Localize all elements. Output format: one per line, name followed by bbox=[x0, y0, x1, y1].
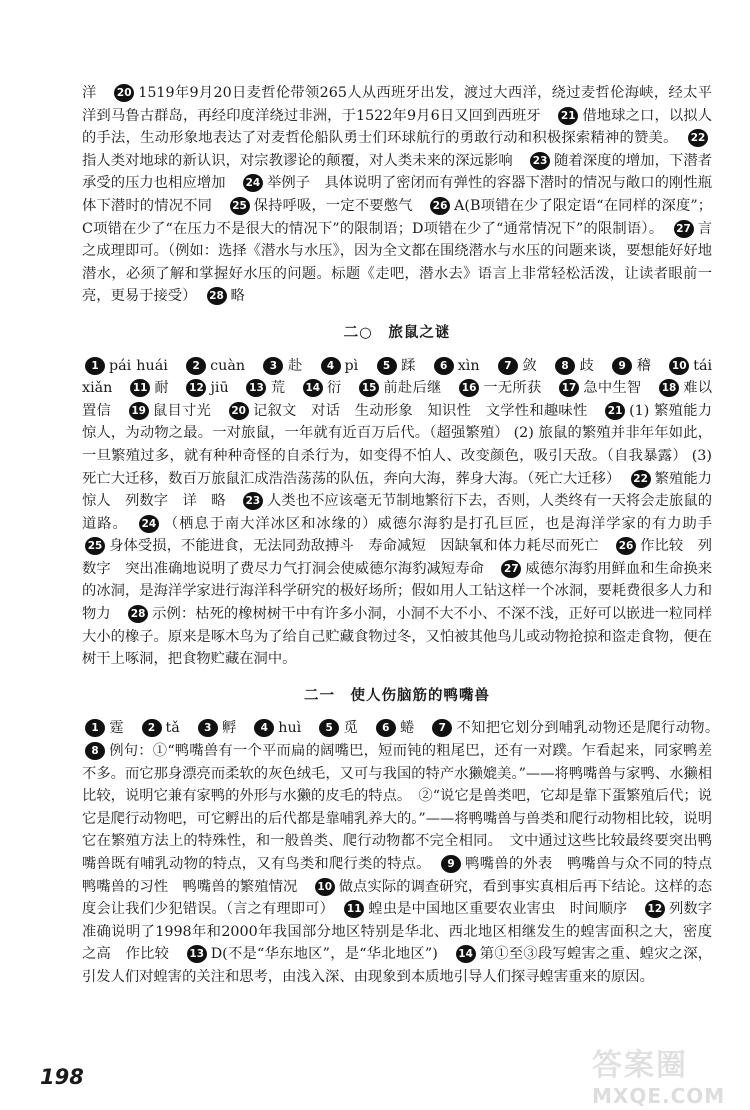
answer-item bbox=[82, 358, 183, 374]
answer-item bbox=[251, 720, 316, 736]
answer-text: 1519年9月20日麦哲伦带领265人从西班牙出发，渡过大西洋，绕过麦哲伦海峡，经太平洋到马鲁古群岛，再经印度洋绕过非洲，于1522年9月6日又回到西班牙 bbox=[82, 85, 713, 124]
question-number-badge: 13 bbox=[246, 379, 266, 397]
answer-item bbox=[82, 743, 712, 872]
question-number-badge: 20 bbox=[114, 84, 134, 102]
answer-item bbox=[431, 358, 495, 374]
question-number-badge: 5 bbox=[319, 719, 339, 737]
question-number-badge: 24 bbox=[139, 515, 159, 533]
answer-text: 赴 bbox=[287, 357, 303, 374]
answer-text: 衍 bbox=[326, 380, 342, 397]
question-number-badge: 17 bbox=[559, 379, 579, 397]
question-number-badge: 11 bbox=[130, 379, 150, 397]
answer-text: 威德尔海豹用鲜血和生命换来的冰洞，是海洋学家进行海洋科学研究的极好场所；假如用人工钻这样一个冰洞，要耗费很多人力和物力 bbox=[82, 560, 713, 623]
answer-text: 鸭嘴兽的外表 鸭嘴兽与众不同的特点 鸭嘴兽的习性 鸭嘴兽的繁殖情况 bbox=[82, 856, 727, 895]
question-number-badge: 9 bbox=[441, 855, 461, 873]
question-number-badge: 12 bbox=[186, 379, 206, 397]
question-number-badge: 3 bbox=[198, 719, 218, 737]
answer-text: 第①至③段写蝗害之重、蝗灾之深，引发人们对蝗害的关注和思考，由浅入深、由现象到本质地引导人们探寻蝗害重来的原因。 bbox=[82, 946, 713, 985]
question-number-badge: 2 bbox=[186, 357, 206, 375]
answer-item bbox=[127, 380, 183, 396]
answer-text: 略 bbox=[230, 288, 245, 305]
answer-text: 人类也不应该毫无节制地繁衍下去，否则，人类终有一天将会走旅鼠的道路。 bbox=[82, 493, 713, 532]
answer-text: 随着深度的增加，下潜者承受的压力也相应增加 bbox=[82, 152, 713, 192]
answer-text: 一无所获 bbox=[483, 380, 542, 397]
answer-text: huì bbox=[278, 720, 302, 737]
answer-text: 保持呼吸，一定不要憋气 bbox=[253, 197, 413, 214]
answer-text: (1) 繁殖能力惊人，为动物之最。一对旅鼠，一年就有近百万后代。（超强繁殖） (2) 旅鼠的繁殖并非年年如此，一旦繁殖过多，就有种种奇怪的自杀行为，如变得不怕人、改变颜色，吸引天敌。（自我暴露） (3) 死亡大迁移，数百万旅鼠汇成浩浩荡荡的队伍，奔向大海，葬身大海。（死亡大迁移） bbox=[82, 402, 713, 487]
answer-item bbox=[373, 720, 430, 736]
answer-text: 洋 bbox=[82, 85, 97, 101]
question-number-badge: 8 bbox=[555, 357, 575, 375]
answer-text: cuàn bbox=[210, 357, 246, 374]
question-number-badge: 2 bbox=[142, 719, 162, 737]
question-number-badge: 26 bbox=[616, 537, 636, 555]
question-number-badge: 21 bbox=[605, 402, 625, 420]
question-number-badge: 27 bbox=[674, 220, 694, 238]
question-number-badge: 20 bbox=[229, 402, 249, 420]
answer-item bbox=[429, 720, 726, 736]
answer-item bbox=[82, 606, 712, 667]
answer-text: 霆 bbox=[109, 720, 124, 737]
question-number-badge: 7 bbox=[432, 719, 452, 737]
answer-item bbox=[316, 720, 373, 736]
answer-text: pái huái bbox=[109, 357, 168, 374]
question-number-badge: 22 bbox=[631, 470, 651, 488]
answer-text: 繁殖能力惊人 列数字 详 略 bbox=[82, 470, 713, 510]
answer-item bbox=[552, 358, 609, 374]
section-heading-20: 二○ 旅鼠之谜 bbox=[343, 324, 451, 341]
answer-item bbox=[556, 380, 656, 396]
question-number-badge: 8 bbox=[85, 742, 105, 760]
question-number-badge: 10 bbox=[669, 357, 689, 375]
answer-item bbox=[204, 288, 260, 304]
answers-top bbox=[82, 82, 712, 308]
answer-item bbox=[260, 358, 317, 374]
question-number-badge: 12 bbox=[645, 900, 665, 918]
question-number-badge: 19 bbox=[129, 402, 149, 420]
question-number-badge: 14 bbox=[303, 379, 323, 397]
answer-item bbox=[300, 380, 356, 396]
answer-item bbox=[82, 85, 111, 101]
answer-text: 蜷 bbox=[399, 720, 415, 737]
answer-item bbox=[456, 380, 556, 396]
answer-text: （栖息于南大洋冰区和冰缘的）威德尔海豹是打孔巨匠，也是海洋学家的有力助手 bbox=[162, 515, 713, 532]
question-number-badge: 10 bbox=[315, 878, 335, 896]
question-number-badge: 28 bbox=[128, 605, 148, 623]
question-number-badge: 6 bbox=[434, 357, 454, 375]
question-number-badge: 1 bbox=[85, 719, 105, 737]
answer-text: 借地球之口，以拟人的手法，生动形象地表达了对麦哲伦船队勇士们环球航行的勇敢行动和积极探索精神的赞美。 bbox=[82, 107, 713, 147]
question-number-badge: 7 bbox=[498, 357, 518, 375]
answer-text: 指人类对地球的新认识，对宗教谬论的颠覆，对人类未来的深远影响 bbox=[82, 152, 513, 169]
section-heading-21: 二一 使人伤脑筋的鸭嘴兽 bbox=[304, 687, 490, 704]
question-number-badge: 15 bbox=[359, 379, 379, 397]
answer-text: 耐 bbox=[154, 380, 169, 397]
answer-text: 作比较 列数字 突出准确地说明了费尽力气打洞会使威德尔海豹减短寿命 bbox=[82, 538, 713, 577]
answer-text: 做点实际的调查研究，看到事实真相后再下结论。这样的态度会让我们少犯错误。（言之有理即可） bbox=[82, 878, 713, 918]
question-number-badge: 18 bbox=[659, 379, 679, 397]
answer-text: 蝗虫是中国地区重要农业害虫 时间顺序 bbox=[368, 901, 628, 918]
question-number-badge: 23 bbox=[243, 492, 263, 510]
answer-text: 荒 bbox=[270, 380, 286, 397]
page-number: 198 bbox=[40, 1065, 84, 1089]
answer-text: 蹂 bbox=[400, 357, 416, 374]
answer-text: tái xiǎn bbox=[82, 357, 713, 397]
answers-section-21 bbox=[82, 717, 727, 988]
question-number-badge: 13 bbox=[187, 945, 207, 963]
answer-item bbox=[227, 198, 428, 214]
question-number-badge: 26 bbox=[430, 197, 450, 215]
watermark-logo bbox=[592, 1040, 742, 1108]
answer-text: 前赴后继 bbox=[383, 380, 442, 397]
answers-section-20 bbox=[82, 355, 712, 671]
answer-text: 示例：枯死的橡树树干中有许多小洞，小洞不大不小、不深不浅，正好可以嵌进一粒同样大小的橡子。原来是啄木鸟为了给自己贮藏食物过冬，又怕被其他鸟儿或动物抢掠和盗走食物，便在树干上啄洞，把食物贮藏在洞中。 bbox=[82, 606, 713, 668]
answer-text: 稽 bbox=[636, 357, 652, 374]
question-number-badge: 22 bbox=[688, 129, 708, 147]
answer-item bbox=[183, 380, 243, 396]
answer-item bbox=[82, 720, 139, 736]
answer-item bbox=[139, 720, 195, 736]
question-number-badge: 1 bbox=[85, 357, 105, 375]
question-number-badge: 14 bbox=[456, 945, 476, 963]
question-number-badge: 5 bbox=[377, 357, 397, 375]
question-number-badge: 4 bbox=[254, 719, 274, 737]
question-number-badge: 4 bbox=[321, 357, 341, 375]
answer-item bbox=[126, 403, 226, 419]
answer-item bbox=[183, 358, 260, 374]
answer-text: 言之成理即可。（例如：选择《潜水与水压》，因为全文都在围绕潜水与水压的问题来谈，要想能好好地潜水，必须了解和掌握好水压的问题。标题《走吧，潜水去》语言上非常轻松活泼，让读者眼前一亮，更易于接受） bbox=[82, 220, 712, 305]
answer-item bbox=[184, 946, 453, 962]
answer-text: 觅 bbox=[343, 720, 359, 737]
question-number-badge: 9 bbox=[612, 357, 632, 375]
question-number-badge: 25 bbox=[85, 537, 105, 555]
answer-item bbox=[341, 901, 642, 917]
question-number-badge: 11 bbox=[344, 900, 364, 918]
answer-item bbox=[609, 358, 666, 374]
watermark-line1: 答案圈 bbox=[592, 1048, 688, 1083]
answer-text: 难以置信 bbox=[82, 380, 713, 419]
answer-item bbox=[195, 720, 252, 736]
answer-page bbox=[82, 82, 727, 989]
answer-item bbox=[318, 358, 374, 374]
answer-text: 记叙文 对话 生动形象 知识性 文学性和趣味性 bbox=[252, 402, 588, 419]
question-number-badge: 25 bbox=[230, 197, 250, 215]
question-number-badge: 21 bbox=[558, 107, 578, 125]
answer-item bbox=[243, 380, 299, 396]
question-number-badge: 3 bbox=[263, 357, 283, 375]
answer-text: 歧 bbox=[578, 357, 595, 374]
answer-text: 鼠目寸光 bbox=[152, 402, 212, 419]
answer-item bbox=[226, 403, 602, 419]
answer-text: 不知把它划分到哺乳动物还是爬行动物。 bbox=[456, 720, 713, 737]
answer-text: xìn bbox=[457, 357, 480, 374]
answer-item bbox=[356, 380, 456, 396]
answer-text: 例句：①“鸭嘴兽有一个平而扁的阔嘴巴，短而钝的粗尾巴，还有一对蹼。乍看起来，同家鸭差不多。而它那身漂亮而柔软的灰色绒毛，又可与我国的特产水獭媲美。”——将鸭嘴兽与家鸭、水獭相比较，说明它兼有家鸭的外形与水獭的皮毛的特点。 ②“说它是兽类吧，它却是靠下蛋繁殖后代；说它是爬行动物吧，可它孵出的后代都是靠哺乳养大的。”——将鸭嘴兽与兽类和爬行动物相比较，说明它在繁殖方法上的特殊性，和一般兽类、爬行动物都不完全相同。 文中通过这些比较最终要突出鸭嘴兽既有哺乳动物的特点，又有鸟类和爬行类的特点。 bbox=[82, 743, 712, 872]
question-number-badge: 24 bbox=[243, 174, 263, 192]
answer-text: jiū bbox=[210, 380, 229, 397]
answer-item bbox=[374, 358, 431, 374]
answer-item bbox=[136, 516, 726, 532]
answer-text: 列数字 准确说明了1998年和2000年我国部分地区特别是华北、西北地区相继发生的蝗害面积之大，密度之高 作比较 bbox=[82, 901, 727, 963]
question-number-badge: 23 bbox=[530, 152, 550, 170]
answer-item bbox=[495, 358, 552, 374]
question-number-badge: 6 bbox=[376, 719, 396, 737]
answer-text: 急中生智 bbox=[583, 380, 642, 397]
answer-text: D(不是“华东地区”，是“华北地区”) bbox=[210, 946, 438, 963]
answer-text: 敛 bbox=[521, 357, 538, 374]
answer-text: A(B项错在少了限定语“在同样的深度”；C项错在少了“在压力不是很大的情况下”的限制语；D项错在少了“通常情况下”的限制语）。 bbox=[82, 197, 713, 237]
answer-item bbox=[82, 538, 613, 554]
answer-text: 举例子 具体说明了密闭而有弹性的容器下潜时的情况与敞口的刚性瓶体下潜时的情况不同 bbox=[82, 175, 713, 214]
question-number-badge: 16 bbox=[459, 379, 479, 397]
watermark-line2: MXQE.COM bbox=[592, 1084, 726, 1108]
answer-text: 孵 bbox=[221, 720, 237, 737]
answer-text: tǎ bbox=[165, 720, 180, 737]
answer-text: pì bbox=[344, 357, 359, 374]
question-number-badge: 28 bbox=[207, 287, 227, 305]
question-number-badge: 27 bbox=[501, 560, 521, 578]
answer-text: 身体受损，不能进食，无法同劲敌搏斗 寿命减短 因缺氧和体力耗尽而死亡 bbox=[109, 538, 599, 555]
